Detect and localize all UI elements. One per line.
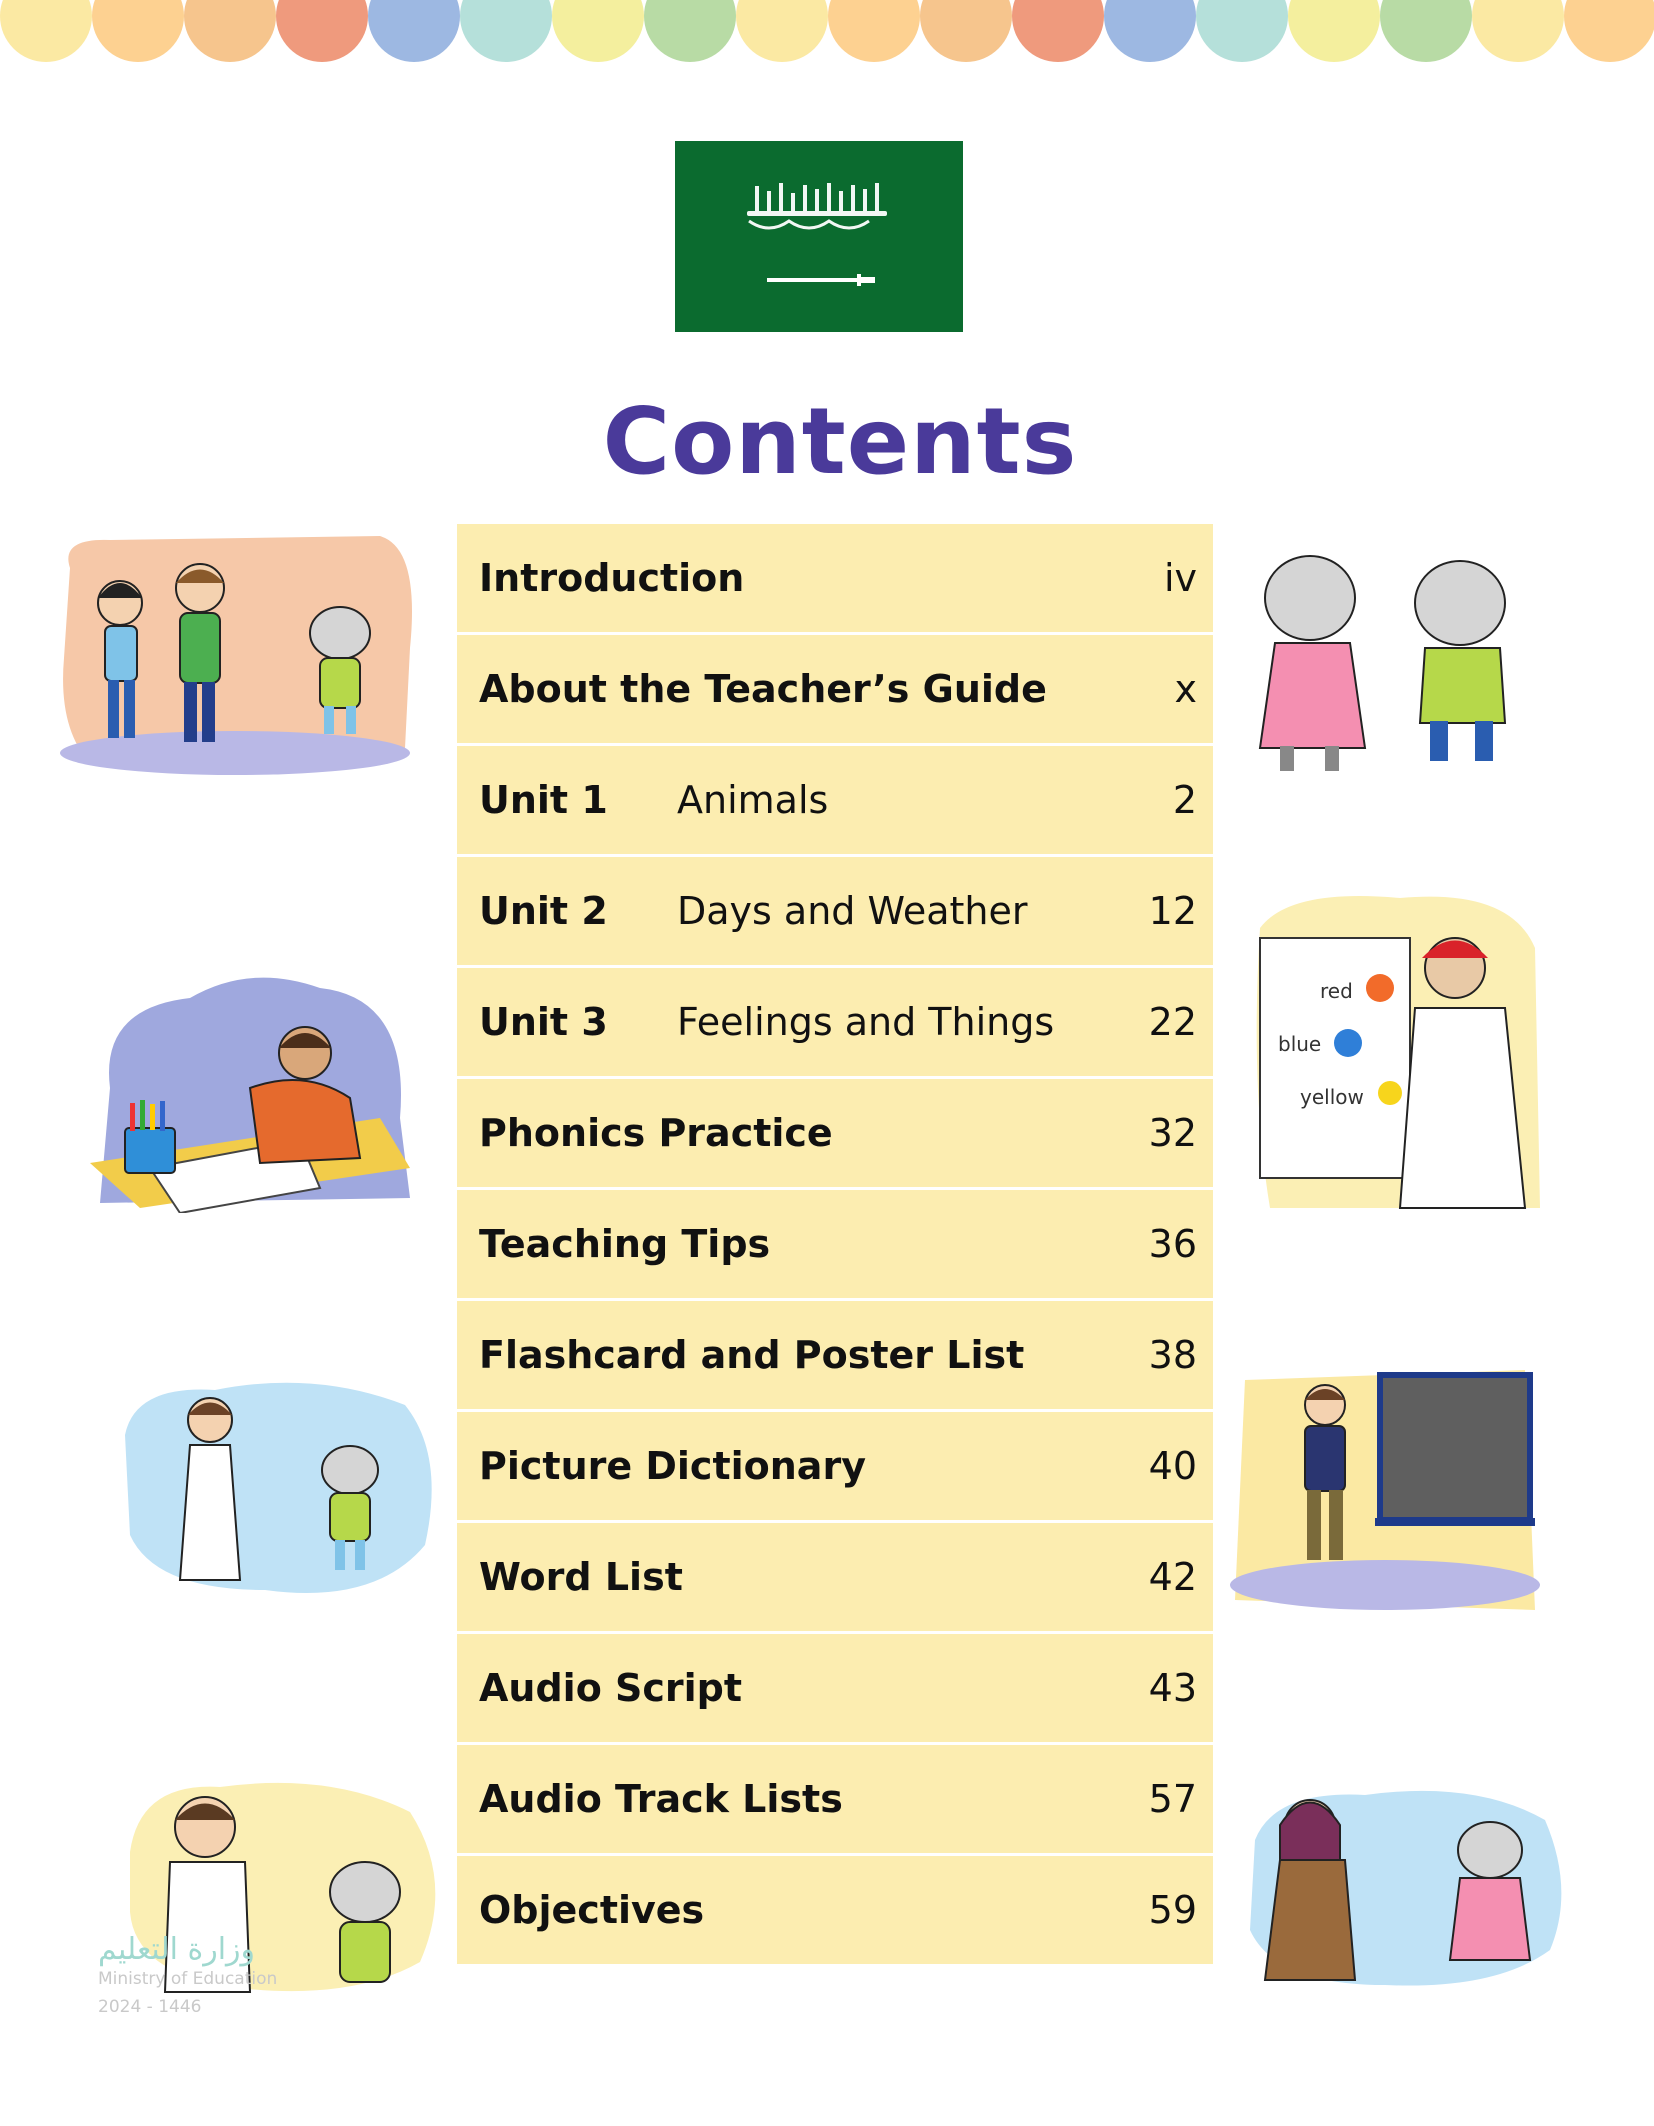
label-yellow: yellow — [1300, 1085, 1364, 1109]
scallop — [276, 0, 368, 62]
scallop — [1472, 0, 1564, 62]
toc-row-phonics-practice[interactable] — [457, 1079, 1213, 1187]
scallop — [1564, 0, 1654, 62]
illustration-teacher-colors-board — [1250, 888, 1545, 1213]
toc-entry-title: Phonics Practice — [479, 1111, 833, 1155]
scallop — [368, 0, 460, 62]
scallop — [1012, 0, 1104, 62]
scallop — [92, 0, 184, 62]
toc-row-flashcard-poster-list[interactable] — [457, 1301, 1213, 1409]
toc-row-audio-script[interactable] — [457, 1634, 1213, 1742]
watermark-year: 2024 - 1446 — [98, 1997, 202, 2017]
illustration-two-cats-waving — [1235, 548, 1555, 783]
toc-page-number: 22 — [1148, 1000, 1197, 1044]
ministry-watermark — [98, 1932, 298, 2017]
toc-page-number: 12 — [1148, 889, 1197, 933]
scallop — [1380, 0, 1472, 62]
illustration-boy-and-cat-waving — [115, 1375, 435, 1605]
toc-row-about-teachers-guide[interactable] — [457, 635, 1213, 743]
toc-row-unit-3[interactable] — [457, 968, 1213, 1076]
scallop — [552, 0, 644, 62]
scallop — [1196, 0, 1288, 62]
toc-row-objectives[interactable] — [457, 1856, 1213, 1964]
illustration-woman-and-cat — [1235, 1780, 1570, 1990]
illustration-boys-greeting-cat — [50, 528, 420, 778]
toc-entry-title: Flashcard and Poster List — [479, 1333, 1025, 1377]
toc-page-number: 59 — [1148, 1888, 1197, 1932]
toc-row-unit-1[interactable] — [457, 746, 1213, 854]
scallop — [1288, 0, 1380, 62]
toc-page-number: 57 — [1148, 1777, 1197, 1821]
toc-row-audio-track-lists[interactable] — [457, 1745, 1213, 1853]
toc-row-word-list[interactable] — [457, 1523, 1213, 1631]
toc-entry-title: Audio Script — [479, 1666, 743, 1710]
toc-page-number: 40 — [1148, 1444, 1197, 1488]
scallop — [184, 0, 276, 62]
toc-entry-title: Introduction — [479, 556, 745, 600]
scallop — [0, 0, 92, 62]
page-title: Contents — [602, 388, 1078, 495]
toc-page-number: 43 — [1148, 1666, 1197, 1710]
saudi-flag-image — [675, 141, 963, 332]
scalloped-top-border — [0, 0, 1654, 70]
toc-row-introduction[interactable] — [457, 524, 1213, 632]
toc-page-number: x — [1174, 667, 1197, 711]
toc-entry-title: Audio Track Lists — [479, 1777, 843, 1821]
toc-entry-title: Teaching Tips — [479, 1222, 771, 1266]
toc-page-number: 32 — [1148, 1111, 1197, 1155]
illustration-boy-at-blackboard — [1225, 1360, 1545, 1620]
scallop — [828, 0, 920, 62]
label-red: red — [1320, 979, 1353, 1003]
toc-unit-label: Unit 1 — [479, 778, 608, 822]
toc-entry-title: Picture Dictionary — [479, 1444, 866, 1488]
toc-row-unit-2[interactable] — [457, 857, 1213, 965]
toc-entry-title: Word List — [479, 1555, 683, 1599]
toc-page-number: 36 — [1148, 1222, 1197, 1266]
label-blue: blue — [1278, 1032, 1322, 1056]
scallop — [920, 0, 1012, 62]
toc-unit-title: Days and Weather — [677, 889, 1028, 933]
table-of-contents — [457, 524, 1213, 1964]
illustration-boy-writing — [80, 968, 420, 1213]
toc-page-number: 42 — [1148, 1555, 1197, 1599]
toc-page-number: iv — [1163, 556, 1197, 600]
toc-page-number: 38 — [1148, 1333, 1197, 1377]
scallop — [1104, 0, 1196, 62]
watermark-english: Ministry of Education — [98, 1969, 278, 1989]
toc-page-number: 2 — [1172, 778, 1197, 822]
toc-entry-title: About the Teacher’s Guide — [479, 667, 1047, 711]
toc-unit-label: Unit 3 — [479, 1000, 608, 1044]
scallop — [460, 0, 552, 62]
watermark-arabic: وزارة التعليم — [98, 1932, 256, 1967]
toc-row-teaching-tips[interactable] — [457, 1190, 1213, 1298]
scallop — [644, 0, 736, 62]
scallop — [736, 0, 828, 62]
toc-unit-title: Feelings and Things — [677, 1000, 1055, 1044]
toc-unit-label: Unit 2 — [479, 889, 608, 933]
toc-row-picture-dictionary[interactable] — [457, 1412, 1213, 1520]
toc-unit-title: Animals — [677, 778, 829, 822]
toc-entry-title: Objectives — [479, 1888, 705, 1932]
